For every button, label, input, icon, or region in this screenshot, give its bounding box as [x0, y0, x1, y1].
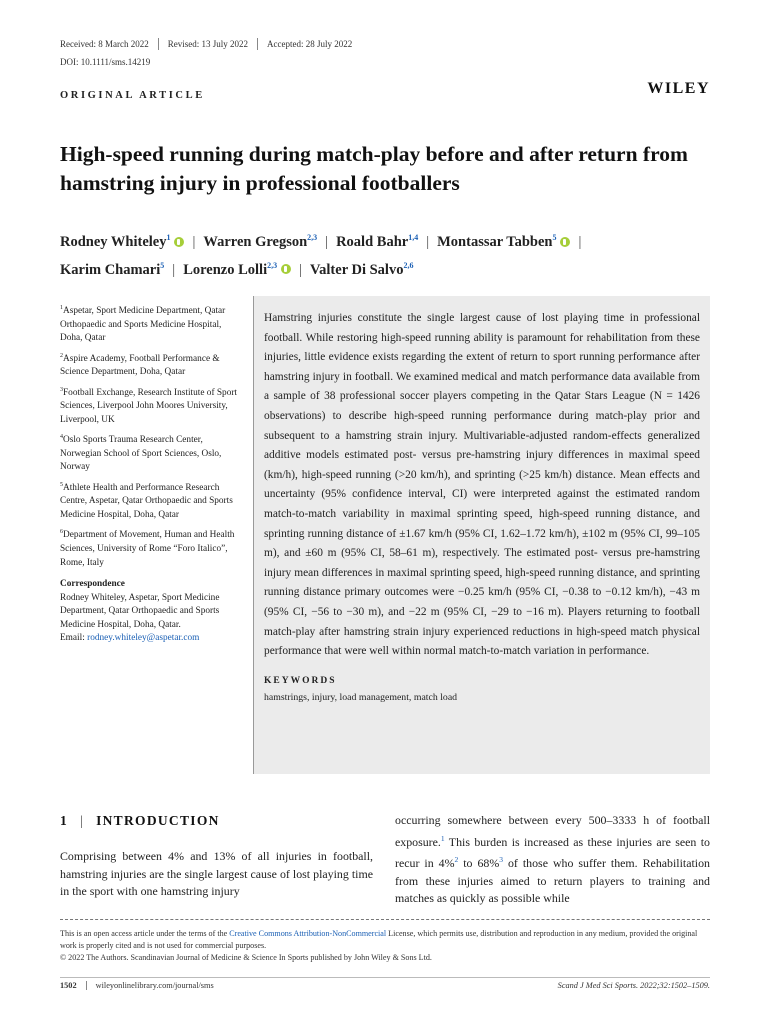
author-list: [60, 226, 720, 282]
doi[interactable]: DOI: 10.1111/sms.14219: [60, 57, 151, 67]
license-link[interactable]: Creative Commons Attribution-NonCommercial: [229, 929, 387, 938]
abstract-box: [253, 296, 710, 774]
author-name[interactable]: Roald Bahr$^{1,4}$: [336, 233, 419, 250]
author-separator: |: [578, 233, 582, 250]
keywords-list: hamstrings, injury, load management, match load: [264, 691, 458, 703]
abstract-text: Hamstring injuries constitute the single largest cause of lost playing time in professional football. While restoring high-speed running ability is paramount for rehabilitation from these injuries, little evidence exists regarding the extent of return to sport running performance after hamstring injury in football. We examined medical and match performance data available from a sample of 38 professional soccer players competing in the Qatar Stars League (N = 1426 observations) to describe high-speed running performance during match-play prior and subsequent to a hamstring strain injury. Multivariable-adjusted random-effects generalized additive models estimated post- versus pre-hamstring injury differences in maximal speed (km/h), high-speed running (>20 km/h), and sprinting (>25 km/h) distance. Mean effects and uncertainty (95% confidence interval, CI) were interpreted against the estimated random match-to-match variability in maximal sprinting speed, high-speed running distance, and sprinting running distance of ±1.67 km/h (95% CI, 1.62–1.72 km/h), ±102 m (95% CI, 99–105 m), and ±60 m (95% CI, 58–61 m), respectively. The estimated post- versus pre-hamstring injury mean differences in maximal sprinting speed, high-speed running distance, and sprinting running distance primary outcomes were −0.25 km/h (95% CI, −0.38 to −0.12 km/h), −43 m (95% CI, −56 to −30 m), and −22 m (95% CI, −29 to −16 m). Players returning to football match-play after hamstring strain injury experienced reductions in high-speed match physical performance that were well within normal match-to-match variation in performance.: [264, 312, 700, 658]
intro-right-column: occurring somewhere between every 500–3333 h of football exposure.$^1$ This burden is increased as these injuries are seen to recur in 4%$^2$ to 68%$^3$ of those who suffer them. Rehabilitation from these injuries aimed to return players to training and matches as quickly as possible while: [395, 813, 710, 906]
keywords-heading: KEYWORDS: [264, 675, 337, 686]
journal-citation: Scand J Med Sci Sports. 2022;32:1502–1509.: [557, 981, 710, 990]
revised-date: Revised: 13 July 2022: [158, 38, 257, 50]
author-name[interactable]: Karim Chamari$^5$: [60, 260, 165, 278]
page-number: 1502: [60, 981, 87, 990]
orcid-icon[interactable]: [560, 237, 570, 247]
author-separator: |: [172, 261, 176, 278]
author-name[interactable]: Valter Di Salvo$^{2,6}$: [310, 260, 414, 278]
affiliation: $^4$Oslo Sports Trauma Research Center, Norwegian School of Sport Sciences, Oslo, Norway: [60, 434, 222, 473]
orcid-icon[interactable]: [174, 237, 184, 247]
email-link[interactable]: rodney.whiteley@aspetar.com: [87, 633, 200, 644]
license-footnote: This is an open access article under the terms of the Creative Commons Attribution-NonCommercial License, which permits use, distribution and reproduction in any medium, provided the original work is properly cited and is not used for commercial purposes. © 2022 The Authors. Scandinavian Journal of Medicine & Science In Sports published by John Wiley & Sons Ltd.: [60, 929, 698, 962]
author-name[interactable]: Montassar Tabben$^5$: [437, 234, 570, 250]
author-name[interactable]: Warren Gregson$^{2,3}$: [203, 233, 318, 250]
citation-link[interactable]: 2: [454, 855, 459, 865]
affiliation: $^2$Aspire Academy, Football Performance & Science Department, Doha, Qatar: [60, 352, 220, 378]
correspondence-text: Rodney Whiteley, Aspetar, Sport Medicine Department, Qatar Orthopaedic and Sports Medicine Hospital, Doha, Qatar. Email: rodney.whiteley@aspetar.com: [60, 592, 220, 644]
received-date: Received: 8 March 2022: [60, 39, 149, 49]
intro-left-column: Comprising between 4% and 13% of all injuries in football, hamstring injuries are the single largest cause of lost playing time in the sport with one hamstring injury: [60, 849, 373, 899]
article-dates: [60, 38, 361, 50]
accepted-date: Accepted: 28 July 2022: [257, 38, 361, 50]
author-name[interactable]: Lorenzo Lolli$^{2,3}$: [183, 262, 291, 278]
author-separator: |: [192, 233, 196, 250]
affiliation: $^5$Athlete Health and Performance Research Centre, Aspetar, Qatar Orthopaedic and Sports Medicine Hospital, Doha, Qatar: [60, 481, 233, 520]
citation-link[interactable]: 1: [440, 833, 445, 843]
article-title: High-speed running during match-play before and after return from hamstring injury in professional footballers: [60, 142, 688, 195]
journal-url[interactable]: wileyonlinelibrary.com/journal/sms: [95, 981, 214, 990]
footer-divider: [60, 977, 710, 978]
copyright-notice: © 2022 The Authors. Scandinavian Journal of Medicine & Science In Sports published by John Wiley & Sons Ltd.: [60, 953, 432, 962]
author-separator: |: [299, 261, 303, 278]
correspondence-heading: Correspondence: [60, 579, 125, 590]
author-separator: |: [325, 233, 329, 250]
section-heading-introduction: 1 | INTRODUCTION: [60, 813, 220, 828]
footnote-divider: [60, 919, 710, 920]
page-footer: [60, 981, 214, 990]
affiliations-column: [60, 302, 240, 646]
orcid-icon[interactable]: [281, 264, 291, 274]
affiliation: $^6$Department of Movement, Human and Health Sciences, University of Rome “Foro Italico”, Rome, Italy: [60, 529, 235, 568]
affiliation: $^1$Aspetar, Sport Medicine Department, Qatar Orthopaedic and Sports Medicine Hospital, Doha, Qatar: [60, 305, 226, 344]
author-separator: |: [426, 233, 430, 250]
article-type: ORIGINAL ARTICLE: [60, 90, 205, 101]
affiliation: $^3$Football Exchange, Research Institute of Sport Sciences, Liverpool John Moores University, Liverpool, UK: [60, 386, 238, 425]
citation-link[interactable]: 3: [499, 855, 503, 865]
author-name[interactable]: Rodney Whiteley$^1$: [60, 234, 184, 250]
wiley-logo: WILEY: [647, 80, 710, 97]
